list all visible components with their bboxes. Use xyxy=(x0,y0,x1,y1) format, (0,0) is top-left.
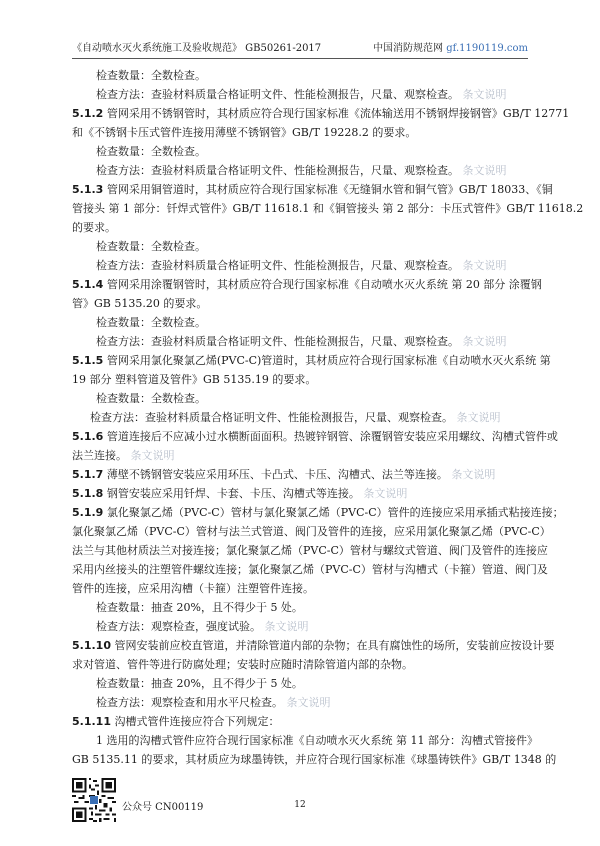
line-text: 检查数量：全数检查。 xyxy=(96,69,206,82)
explanation-link[interactable]: 条文说明 xyxy=(462,259,507,272)
header-rule xyxy=(72,58,528,59)
clause-number: 5.1.7 xyxy=(72,468,104,481)
text-line xyxy=(72,693,532,712)
explanation-link[interactable]: 条文说明 xyxy=(130,449,175,462)
text-line xyxy=(72,636,555,655)
line-text: 检查数量：全数检查。 xyxy=(96,392,206,405)
text-line xyxy=(72,313,532,332)
clause-number: 5.1.6 xyxy=(72,430,104,443)
clause-number: 5.1.8 xyxy=(72,487,104,500)
header-site-name: 中国消防规范网 xyxy=(373,43,444,54)
text-line xyxy=(72,750,557,769)
line-text: 检查数量：抽查 20%，且不得少于 5 处。 xyxy=(96,677,303,690)
line-text: 法兰与其他材质法兰对接连接；氯化聚氯乙烯（PVC-C）管材与螺纹式管道、阀门及管件的连接应 xyxy=(72,544,548,557)
text-line xyxy=(72,237,532,256)
line-text: 检查方法：查验材料质量合格证明文件、性能检测报告，尺量、观察检查。 xyxy=(96,88,459,101)
line-text: 沟槽式管件连接应符合下列规定： xyxy=(110,715,280,728)
text-line xyxy=(72,85,532,104)
text-line xyxy=(72,484,532,503)
qr-code-image xyxy=(72,778,116,822)
line-text: 的要求。 xyxy=(72,221,116,234)
text-line xyxy=(72,731,538,750)
line-text: 检查方法：观察检查，强度试验。 xyxy=(96,620,261,633)
clause-number: 5.1.5 xyxy=(72,354,104,367)
explanation-link[interactable]: 条文说明 xyxy=(363,487,408,500)
line-text: 19 部分 塑料管道及管件》GB 5135.19 的要求。 xyxy=(72,373,317,386)
page-number: 12 xyxy=(294,800,306,810)
line-text: 管网采用铜管道时，其材质应符合现行国家标准《无缝铜水管和铜气管》GB/T 18033、《铜 xyxy=(103,183,553,196)
line-text: 采用内丝接头的注塑管件螺纹连接；氯化聚氯乙烯（PVC-C）管材与沟槽式（卡箍）管道、阀门及 xyxy=(72,563,548,576)
clause-number: 5.1.4 xyxy=(72,278,104,291)
body-text xyxy=(72,66,584,769)
line-text: 检查数量：抽查 20%，且不得少于 5 处。 xyxy=(96,601,303,614)
line-text: 检查数量：全数检查。 xyxy=(96,316,206,329)
line-text: 检查方法：观察检查和用水平尺检查。 xyxy=(96,696,283,709)
text-line xyxy=(72,655,532,674)
line-text: 薄壁不锈钢管安装应采用环压、卡凸式、卡压、沟槽式、法兰等连接。 xyxy=(103,468,448,481)
text-line xyxy=(72,579,532,598)
line-text: 钢管安装应采用钎焊、卡套、卡压、沟槽式等连接。 xyxy=(103,487,360,500)
line-text: 管件的连接，应采用沟槽（卡箍）注塑管件连接。 xyxy=(72,582,314,595)
text-line xyxy=(72,617,532,636)
text-line xyxy=(72,66,532,85)
text-line xyxy=(72,712,532,731)
line-text: 求对管道、管件等进行防腐处理；安装时应随时清除管道内部的杂物。 xyxy=(72,658,413,671)
text-line xyxy=(72,123,532,142)
line-text: 管接头 第 1 部分：钎焊式管件》GB/T 11618.1 和《铜管接头 第 2 部分：卡压式管件》GB/T 11618.2 xyxy=(72,202,584,215)
line-text: 和《不锈钢卡压式管件连接用薄壁不锈钢管》GB/T 19228.2 的要求。 xyxy=(72,126,417,139)
line-text: 检查方法：查验材料质量合格证明文件、性能检测报告，尺量、观察检查。 xyxy=(96,259,459,272)
line-text: 氯化聚氯乙烯（PVC-C）管材与氯化聚氯乙烯（PVC-C）管件的连接应采用承插式粘接连接； xyxy=(103,506,564,519)
text-line xyxy=(72,465,532,484)
line-text: 管道连接后不应减小过水横断面面积。热镀锌钢管、涂覆钢管安装应采用螺纹、沟槽式管件或 xyxy=(103,430,558,443)
clause-number: 5.1.11 xyxy=(72,715,111,728)
footer-account: 公众号 CN00119 xyxy=(122,802,204,813)
line-text: 检查数量：全数检查。 xyxy=(96,240,206,253)
text-line xyxy=(72,275,542,294)
header-doc-title: 《自动喷水灭火系统施工及验收规范》 GB50261-2017 xyxy=(72,43,322,54)
line-text: 法兰连接。 xyxy=(72,449,127,462)
text-line xyxy=(72,218,532,237)
text-line xyxy=(72,560,548,579)
line-text: 1 选用的沟槽式管件应符合现行国家标准《自动喷水灭火系统 第 11 部分：沟槽式管接件》 xyxy=(96,734,538,747)
line-text: 检查方法：查验材料质量合格证明文件、性能检测报告，尺量、观察检查。 xyxy=(90,411,453,424)
text-line xyxy=(72,408,532,427)
explanation-link[interactable]: 条文说明 xyxy=(264,620,309,633)
text-line xyxy=(72,674,532,693)
explanation-link[interactable]: 条文说明 xyxy=(462,164,507,177)
line-text: 管网采用不锈钢管时，其材质应符合现行国家标准《流体输送用不锈钢焊接钢管》GB/T 12771 xyxy=(103,107,570,120)
text-line xyxy=(72,598,532,617)
clause-number: 5.1.9 xyxy=(72,506,104,519)
line-text: 氯化聚氯乙烯（PVC-C）管材与法兰式管道、阀门及管件的连接，应采用氯化聚氯乙烯（PVC-C） xyxy=(72,525,551,538)
line-text: 管网安装前应校直管道，并清除管道内部的杂物；在具有腐蚀性的场所，安装前应按设计要 xyxy=(110,639,555,652)
line-text: 检查方法：查验材料质量合格证明文件、性能检测报告，尺量、观察检查。 xyxy=(96,335,459,348)
text-line xyxy=(72,104,570,123)
explanation-link[interactable]: 条文说明 xyxy=(456,411,501,424)
line-text: 检查方法：查验材料质量合格证明文件、性能检测报告，尺量、观察检查。 xyxy=(96,164,459,177)
text-line xyxy=(72,142,532,161)
line-text: 管网采用氯化聚氯乙烯(PVC-C)管道时，其材质应符合现行国家标准《自动喷水灭火系统 第 xyxy=(103,354,551,367)
line-text: 管》GB 5135.20 的要求。 xyxy=(72,297,208,310)
clause-number: 5.1.3 xyxy=(72,183,104,196)
text-line xyxy=(72,351,551,370)
line-text: GB 5135.11 的要求，其材质应为球墨铸铁，并应符合现行国家标准《球墨铸铁件》GB/T 1348 的 xyxy=(72,753,557,766)
text-line xyxy=(72,541,548,560)
explanation-link[interactable]: 条文说明 xyxy=(462,88,507,101)
line-text: 检查数量：全数检查。 xyxy=(96,145,206,158)
clause-number: 5.1.10 xyxy=(72,639,111,652)
line-text: 管网采用涂覆钢管时，其材质应符合现行国家标准《自动喷水灭火系统 第 20 部分 涂覆钢 xyxy=(103,278,542,291)
text-line xyxy=(72,199,584,218)
header-site-url[interactable]: gf.1190119.com xyxy=(446,43,528,54)
explanation-link[interactable]: 条文说明 xyxy=(462,335,507,348)
text-line xyxy=(72,427,558,446)
text-line xyxy=(72,294,532,313)
text-line xyxy=(72,332,532,351)
text-line xyxy=(72,161,532,180)
explanation-link[interactable]: 条文说明 xyxy=(451,468,496,481)
header-site xyxy=(373,42,528,56)
text-line xyxy=(72,522,551,541)
text-line xyxy=(72,180,553,199)
clause-number: 5.1.2 xyxy=(72,107,104,120)
text-line xyxy=(72,389,532,408)
text-line xyxy=(72,370,532,389)
text-line xyxy=(72,256,532,275)
running-header xyxy=(72,42,528,56)
explanation-link[interactable]: 条文说明 xyxy=(286,696,331,709)
text-line xyxy=(72,503,564,522)
text-line xyxy=(72,446,532,465)
